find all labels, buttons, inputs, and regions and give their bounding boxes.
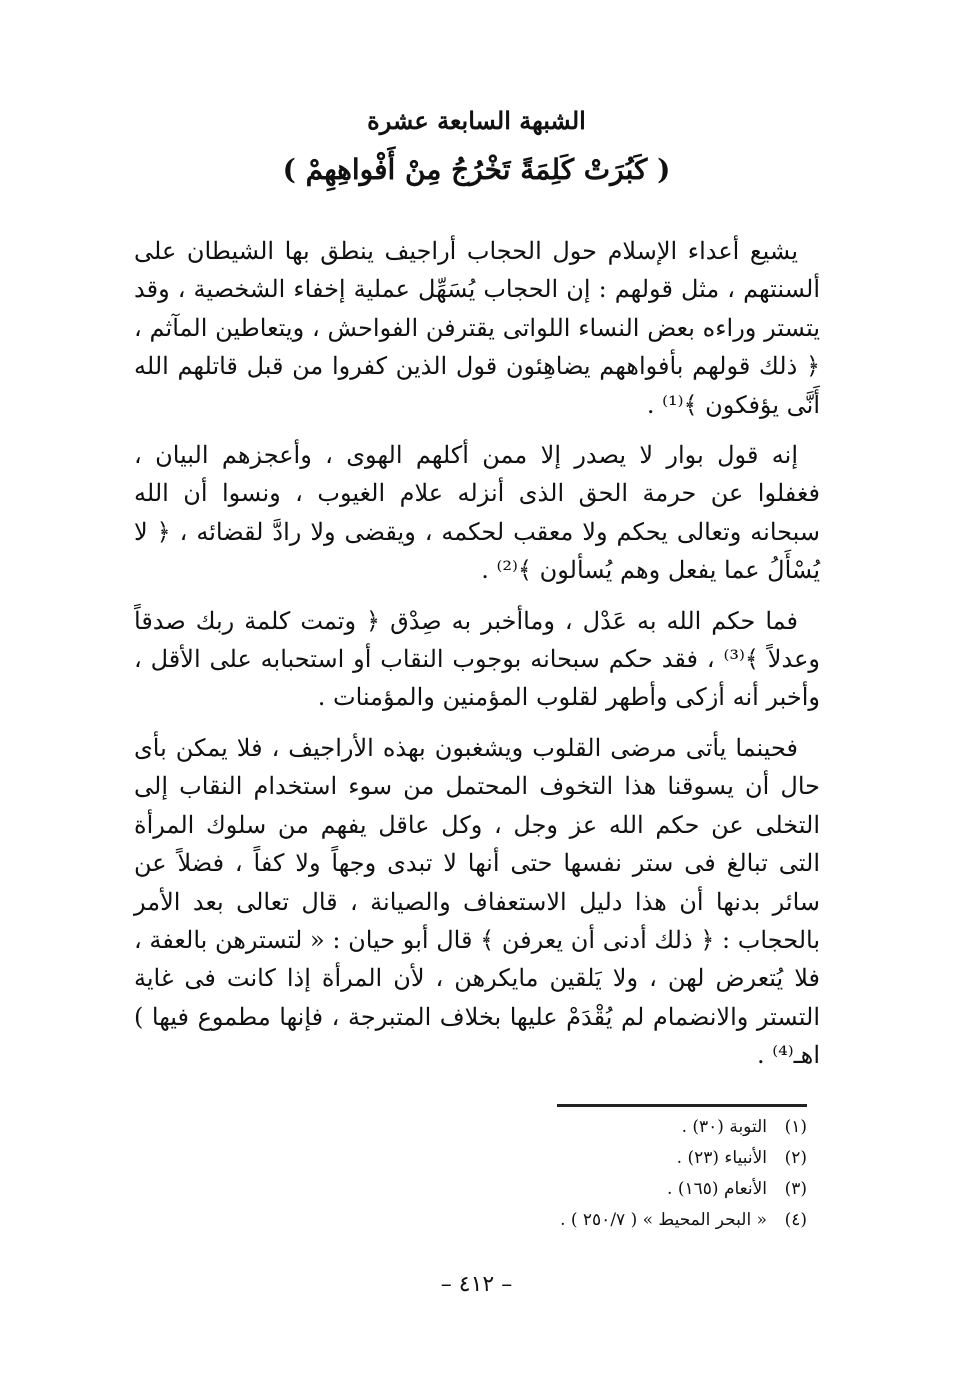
footnote-item <box>507 1143 807 1174</box>
footnote-text: « البحر المحيط » ( ٢٥٠/٧ ) . <box>560 1210 767 1230</box>
body-text <box>134 232 820 1087</box>
paragraph: فما حكم الله به عَدْل ، وماأخبر به صِدْق ﴿ وتمت كلمة ربك صدقاً وعدلاً ﴾⁽³⁾ ، فقد حكم سبحانه بوجوب النقاب أو استحبابه على الأقل ، وأخبر أنه أزكى وأطهر لقلوب المؤمنين والمؤمنات . <box>134 606 820 712</box>
footnote-text: التوبة (٣٠) . <box>681 1117 767 1137</box>
footnote-item <box>507 1205 807 1236</box>
chapter-title: الشبهة السابعة عشرة <box>367 106 586 135</box>
footnote-number: (١) <box>784 1117 807 1137</box>
footnote-number: (٤) <box>784 1210 807 1230</box>
footnote-text: الأنبياء (٢٣) . <box>676 1148 767 1168</box>
footnotes <box>507 1112 807 1236</box>
paragraph: يشيع أعداء الإسلام حول الحجاب أراجيف ينطق بها الشيطان على ألسنتهم ، مثل قولهم : إن الحجاب يُسَهِّل عملية إخفاء الشخصية ، وقد يتستر وراءه بعض النساء اللواتى يقترفن الفواحش ، ويتعاطين المآثم ، ﴿ ذلك قولهم بأفواههم يضاهِئون قول الذين كفروا من قبل قاتلهم الله أَنَّى يؤفكون ﴾⁽¹⁾ . <box>134 237 820 419</box>
footnote-item <box>507 1112 807 1143</box>
page-number: – ٤١٢ – <box>440 1272 513 1297</box>
footnote-divider <box>557 1104 807 1107</box>
footnote-number: (٣) <box>784 1179 807 1199</box>
footnote-text: الأنعام (١٦٥) . <box>667 1179 767 1199</box>
chapter-subtitle: ( كَبُرَتْ كَلِمَةً تَخْرُجُ مِنْ أَفْواهِهِمْ ) <box>282 153 671 186</box>
footnote-item <box>507 1174 807 1205</box>
paragraph: فحينما يأتى مرضى القلوب ويشغبون بهذه الأراجيف ، فلا يمكن بأى حال أن يسوقنا هذا التخوف المحتمل من سوء استخدام النقاب إلى التخلى عن حكم الله عز وجل ، وكل عاقل يفهم من سلوك المرأة التى تبالغ فى ستر نفسها حتى أنها لا تبدى وجهاً ولا كفاً ، فضلاً عن سائر بدنها أن هذا دليل الاستعفاف والصيانة ، قال تعالى بعد الأمر بالحجاب : ﴿ ذلك أدنى أن يعرفن ﴾ قال أبو حيان : « لتسترهن بالعفة ، فلا يُتعرض لهن ، ولا يَلقين مايكرهن ، لأن المرأة إذا كانت فى غاية التستر والانضمام لم يُقْدَمْ عليها بخلاف المتبرجة ، فإنها مطموع فيها ) اهـ⁽⁴⁾ . <box>134 733 820 1070</box>
paragraph: إنه قول بوار لا يصدر إلا ممن أكلهم الهوى ، وأعجزهم البيان ، فغفلوا عن حرمة الحق الذى أنزله علام الغيوب ، ونسوا أن الله سبحانه وتعالى يحكم ولا معقب لحكمه ، ويقضى ولا رادَّ لقضائه ، ﴿ لا يُسْأَلُ عما يفعل وهم يُسألون ﴾⁽²⁾ . <box>134 441 820 585</box>
footnote-number: (٢) <box>784 1148 807 1168</box>
